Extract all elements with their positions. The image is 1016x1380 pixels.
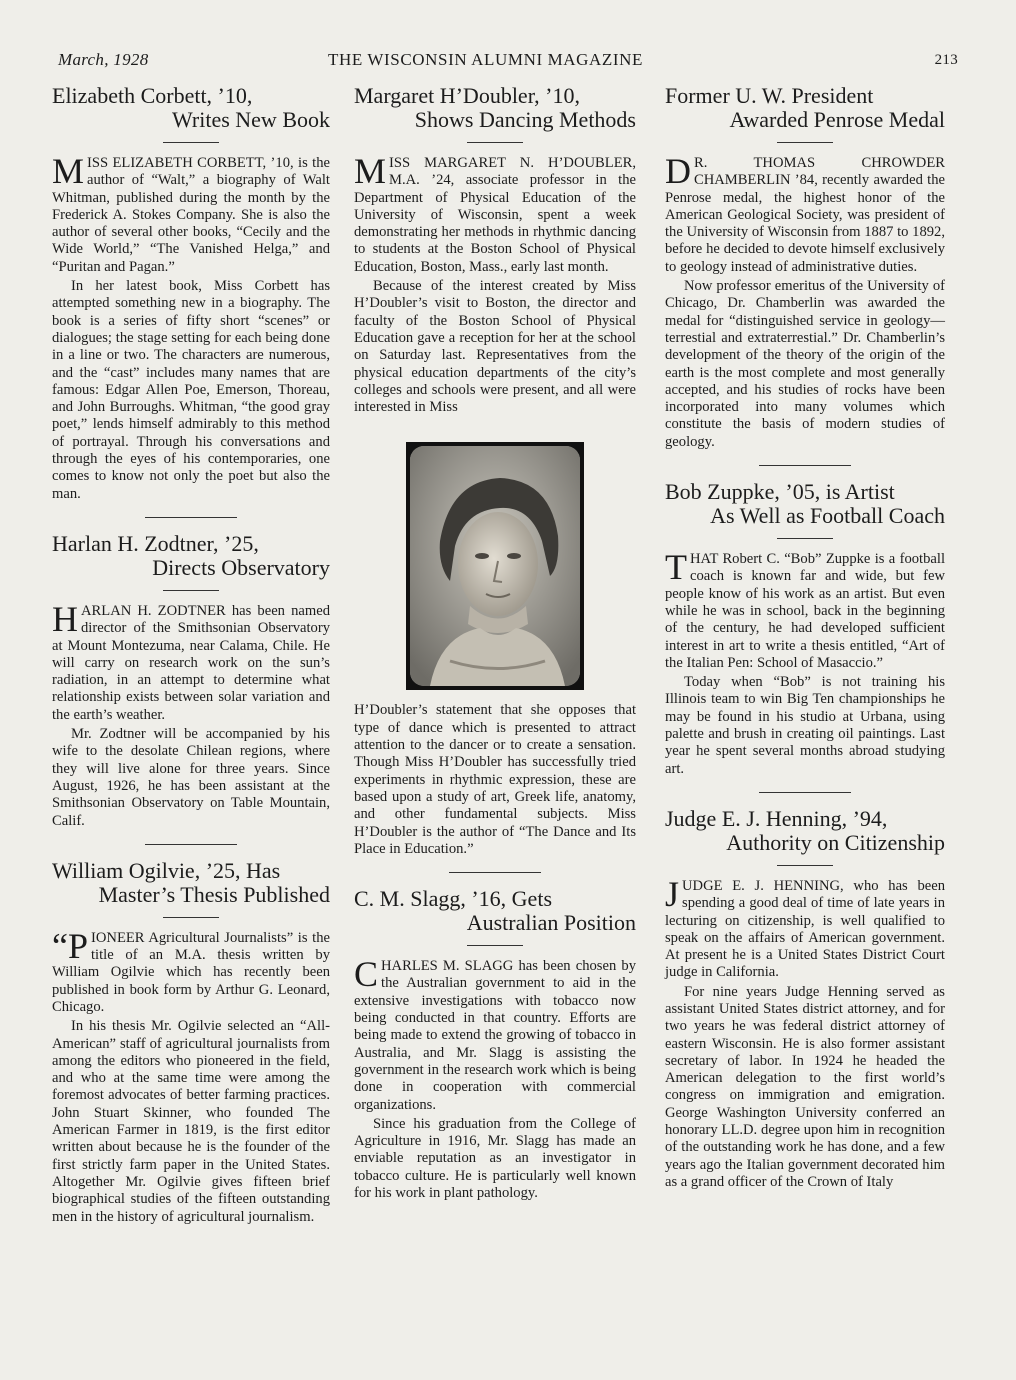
article-lead: CHARLES M. SLAGG has been chosen by the Australian government to aid in the extensive investigations with tobacco now being conducted in that country. Efforts are being made to extend the growing of tobacco in Australia, and Mr. Slagg is assisting the government in the research work which is being done in cooperation with commercial organizations. (354, 954, 636, 1113)
section-divider (449, 872, 541, 873)
article-ogilvie (52, 859, 330, 1226)
article-paragraph: Today when “Bob” is not training his Illinois team to win Big Ten championships he may be found in his studio at Urbana, using palette and brush in creating oil paintings. Last year he spent several months abroad studying art. (665, 674, 945, 777)
article-hdoubler (354, 84, 636, 858)
drop-cap: H (52, 598, 78, 639)
drop-cap: J (665, 873, 680, 914)
drop-cap: “P (52, 925, 88, 966)
column-left (52, 84, 330, 1226)
magazine-title: THE WISCONSIN ALUMNI MAGAZINE (328, 50, 644, 69)
article-henning (665, 807, 945, 1191)
article-lead: MISS ELIZABETH CORBETT, ’10, is the author of “Walt,” a biography of Walt Whitman, published during the month by the Frederick A. Stokes Company. She is also the author of several other books, “Cecily and the Wide World,” “The Vanished Helga,” and “Puritan and Pagan.” (52, 151, 330, 275)
headline-rule (163, 917, 219, 918)
drop-cap: C (354, 954, 379, 995)
article-headline: C. M. Slagg, ’16, Gets Australian Position (354, 886, 636, 936)
article-paragraph: Mr. Zodtner will be accompanied by his wife to the desolate Chilean regions, where they will live alone for three years. Since August, 1926, he has been assistant at the Smithsonian Observatory on Table Mountain, Calif. (52, 726, 330, 829)
article-paragraph: H’Doubler’s statement that she opposes that type of dance which is presented to attract attention to the dancer or to create a sensation. Though Miss H’Doubler has successfully tried experiments in rhythmic expression, these are based upon a study of art, Greek life, anatomy, and other fundamental subjects. Miss H’Doubler is the author of “The Dance and Its Place in Education.” (354, 702, 636, 857)
article-zuppke (665, 480, 945, 778)
article-paragraph: For nine years Judge Henning served as assistant United States district attorney, and for two years he was federal district attorney of eastern Wisconsin. He is also former assistant secretary of labor. In 1924 he headed the American delegation to the first world’s congress on immigration and emigration. George Washington University conferred an honorary LL.D. degree upon him in recognition of the outstanding work he has done, and a few years ago the Italian government decorated him as a grand officer of the Crown of Italy (665, 983, 945, 1190)
article-corbett (52, 84, 330, 503)
article-headline: Judge E. J. Henning, ’94, Authority on Citizenship (665, 805, 945, 855)
portrait-photo (406, 442, 584, 690)
article-zodtner (52, 532, 330, 830)
headline-rule (163, 590, 219, 591)
issue-date: March, 1928 (58, 50, 149, 69)
article-lead: THAT Robert C. “Bob” Zuppke is a football coach is known far and wide, but few people know of his work as an artist. But even while he was in school, back in the beginning of the century, he had developed sufficient interest in art to write a thesis entitled, “Art of the Italian Pen: School of Masaccio.” (665, 547, 945, 671)
article-headline: Bob Zuppke, ’05, is Artist As Well as Football Coach (665, 479, 945, 529)
article-lead: D R. THOMAS CHROWDER CHAMBERLIN ’84, recently awarded the Penrose medal, the highest honor of the American Geological Society, was president of the University of Wisconsin from 1887 to 1892, before he decided to devote himself exclusively to geology instead of administrative duties. (665, 151, 945, 275)
section-divider (759, 792, 851, 793)
headline-rule (777, 538, 833, 539)
article-headline: Margaret H’Doubler, ’10, Shows Dancing Methods (354, 83, 636, 132)
drop-cap: D (665, 151, 691, 191)
drop-cap: M (52, 151, 85, 191)
article-headline: Elizabeth Corbett, ’10, Writes New Book (52, 83, 330, 132)
running-head (58, 50, 958, 72)
article-headline: Harlan H. Zodtner, ’25, Directs Observatory (52, 530, 330, 580)
article-chamberlin (665, 84, 945, 451)
article-lead: HARLAN H. ZODTNER has been named director of the Smithsonian Observatory at Mount Montezuma, near Calama, Chile. He will carry on research work on the sun’s radiation, in an attempt to determine what relationship exists between solar variation and the earth’s weather. (52, 598, 330, 723)
column-middle (354, 84, 636, 1202)
headline-rule (163, 142, 219, 143)
headline-rule (467, 945, 523, 946)
section-divider (759, 465, 851, 466)
portrait-image (410, 446, 580, 686)
article-paragraph: In her latest book, Miss Corbett has attempted something new in a biography. The book is a series of fifty short “scenes” or dialogues; the stage setting for each being done in a line or two. The characters are numerous, and the “cast” includes many names that are famous: Edgar Allen Poe, Emerson, Thoreau, and John Burroughs. Whitman, “the good gray poet,” lends himself admirably to this method of portrayal. Through his conversations and through the eyes of his contemporaries, one comes to know not only the poet but also the man. (52, 278, 330, 502)
article-headline: William Ogilvie, ’25, Has Master’s Thesis Published (52, 857, 330, 907)
article-lead: “PIONEER Agricultural Journalists” is the title of an M.A. thesis written by William Ogilvie which has recently been published in book form by Arthur G. Leonard, Chicago. (52, 925, 330, 1015)
headline-rule (777, 865, 833, 866)
article-lead: MISS MARGARET N. H’DOUBLER, M.A. ’24, associate professor in the Department of Physical Education of the University of Wisconsin, spent a week demonstrating her methods in rhythmic dancing to students at the Boston School of Physical Education, Boston, Mass., early last month. (354, 151, 636, 275)
page-number: 213 (934, 52, 958, 68)
article-paragraph: Because of the interest created by Miss H’Doubler’s visit to Boston, the director and faculty of the Boston School of Physical Education gave a reception for her at the school on Saturday last. Representatives from the physical education departments of the city’s colleges and schools were present, and all were interested in Miss (354, 278, 636, 416)
article-paragraph: Since his graduation from the College of Agriculture in 1916, Mr. Slagg has made an enviable reputation as an investigator in tobacco culture. He is particularly well known for his work in plant pathology. (354, 1115, 636, 1201)
headline-rule (467, 142, 523, 143)
article-paragraph: Now professor emeritus of the University of Chicago, Dr. Chamberlin was awarded the medal for “distinguished service in geology—terrestial and extraterrestial.” Dr. Chamberlin’s development of the theory of the origin of the earth is the most complete and most generally accepted, and his studies of rocks have been incorporated into many volumes which constitute the basis of modern studies of geology. (665, 278, 945, 450)
article-lead: JUDGE E. J. HENNING, who has been spending a good deal of time of late years in lecturing on citizenship, is well qualified to speak on the affairs of American government. At present he is a United States District Court judge in California. (665, 873, 945, 981)
headline-rule (777, 142, 833, 143)
column-right (665, 84, 945, 1191)
article-paragraph: In his thesis Mr. Ogilvie selected an “All-American” staff of agricultural journalists from among the editors who pioneered in the field, and who at the same time were among the foremost advocates of better farming practices. John Stuart Skinner, who founded The American Farmer in 1819, is the first editor written about because he is the founder of the first strictly farm paper in the United States. Altogether Mr. Ogilvie gives fifteen brief biographical studies of the fifteen outstanding men in the history of agricultural journalism. (52, 1018, 330, 1225)
drop-cap: T (665, 547, 687, 588)
article-slagg (354, 887, 636, 1202)
drop-cap: M (354, 151, 387, 191)
section-divider (145, 517, 237, 518)
section-divider (145, 844, 237, 845)
article-headline: Former U. W. President Awarded Penrose Medal (665, 83, 945, 132)
